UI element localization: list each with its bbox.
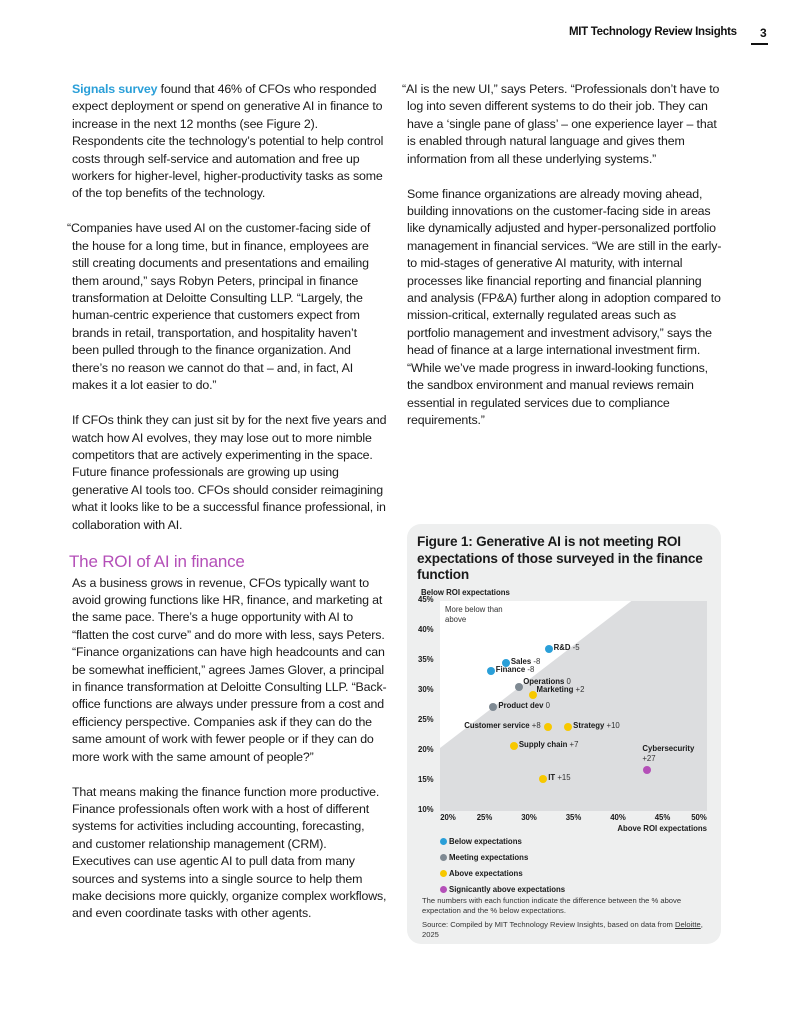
x-tick-label: 30% <box>521 813 537 822</box>
publication-name: MIT Technology Review Insights <box>569 26 737 38</box>
x-tick-label: 20% <box>440 813 456 822</box>
legend-dot-icon <box>440 870 447 877</box>
data-point-strategy <box>564 723 572 731</box>
figure-title: Figure 1: Generative AI is not meeting ROI expectations of those surveyed in the finance function <box>417 534 703 582</box>
data-point-product-dev <box>489 703 497 711</box>
y-tick-label: 10% <box>418 805 434 814</box>
data-point-label: Sales -8 <box>510 656 541 666</box>
data-point-operations <box>515 683 523 691</box>
legend-label: Above expectations <box>449 868 523 878</box>
y-tick-label: 45% <box>418 595 434 604</box>
paragraph-business-grows: As a business grows in revenue, CFOs typically want to avoid growing functions like HR, finance, and marketing at the same pace. There’s a huge opportunity with AI to “flatten the cost curve” and do more with less, says Peters. “Finance organizations can have high headcounts and can be somewhat inefficient,” agrees James Glover, a principal in finance transformation at Deloitte Consulting LLP. “Back-office functions are always under pressure from a cost and efficiency perspective. Companies ask if they can do the same amount of work with fewer people or if they can do more work with the same amount of people?” <box>72 575 387 764</box>
section-heading: The ROI of AI in finance <box>69 551 245 571</box>
paragraph-finance-productive: That means making the finance function more productive. Finance professionals often work with a host of different systems for activities including accounting, forecasting, and customer relationship management (CRM). Executives can use agentic AI to pull data from many sources and systems into a single source to help them make decisions more quickly, organize complex workflows, and even coordinate tasks with other agents. <box>72 784 387 921</box>
x-tick-label: 40% <box>610 813 626 822</box>
x-axis-title: Above ROI expectations <box>617 824 707 833</box>
paragraph-cfos-sit-by: If CFOs think they can just sit by for the next five years and watch how AI evolves, they may lose out to more nimble competitors that are actively experimenting in the space. Future finance professionals are growing up using generative AI tools too. CFOs should consider reimagining what it looks like to be a successful finance professional, in collaboration with AI. <box>72 413 387 532</box>
legend-item-meeting <box>440 849 565 865</box>
data-point-label: IT +15 <box>548 773 571 783</box>
data-point-r-d <box>545 645 553 653</box>
x-tick-label: 50% <box>691 813 707 822</box>
data-point-supply-chain <box>510 742 518 750</box>
x-tick-label: 25% <box>476 813 493 822</box>
plot-annotation: More below than above <box>445 605 503 624</box>
y-tick-label: 20% <box>418 745 434 754</box>
y-tick-label: 25% <box>418 715 434 724</box>
page-number: 3 <box>760 26 767 40</box>
legend-dot-icon <box>440 838 447 845</box>
paragraph-peters-quote: “Companies have used AI on the customer-facing side of the house for a long time, but in finance, employees are still creating documents and presentations and emailing them around,” says Robyn Peters, principal in finance transformation at Deloitte Consulting LLP. “Largely, the human-centric experience that customers expect from brands in retail, transportation, and hospitality haven’t been pulled through to the finance organization. And there’s no reason we cannot do that – and, in fact, AI makes it a lot easier to do.” <box>67 221 371 393</box>
y-axis-title: Below ROI expectations <box>421 588 510 597</box>
source-link-deloitte[interactable]: Deloitte <box>674 920 701 929</box>
data-point-label: Finance -8 <box>495 665 535 675</box>
data-point-label: R&D -5 <box>553 643 580 652</box>
y-tick-label: 30% <box>418 685 434 694</box>
paragraph-ai-new-ui: “AI is the new UI,” says Peters. “Professionals don’t have to log into seven different systems to do their job. They can have a ‘single pane of glass’ – one experience layer – that is enabled through natural language and gives them information from all these underlying systems.” <box>402 82 720 166</box>
diagonal-region <box>440 601 707 811</box>
y-tick-label: 40% <box>418 625 434 634</box>
source-year: , 2025 <box>422 920 703 939</box>
x-tick-label: 35% <box>565 813 582 822</box>
y-tick-label: 35% <box>418 655 434 664</box>
legend-item-significantly-above <box>440 881 565 897</box>
data-point-label: Cybersecurity +27 <box>642 744 695 764</box>
data-point-marketing <box>529 691 537 699</box>
data-point-label: Marketing +2 <box>536 685 585 695</box>
figure-source <box>422 920 717 939</box>
paragraph-finance-orgs-ahead: Some finance organizations are already moving ahead, building innovations on the customer-facing side in areas like dynamically adjusted and hyper-personalized portfolio management in financial services. “We are still in the early- to mid-stages of generative AI maturity, with internal processes like financial reporting and financial planning and analysis (FP&A) further along in adoption compared to mission-critical, externally regulated areas such as portfolio management and investment advisory,” says the head of finance at a large international investment firm. “While we’ve made progress in inward-looking functions, the sandbox environment and manual reviews remain essential in regulated services due to compliance requirements.” <box>407 186 722 427</box>
data-point-label: Operations 0 <box>523 676 571 686</box>
paragraph-text: found that 46% of CFOs who responded expect deployment or spend on generative AI in finance to increase in the next 12 months (see Figure 2). Respondents cite the technology’s potential to help control costs through self-service and automation and free up workers for higher-level, higher-productivity tasks as some of the top benefits of the technology. <box>72 82 384 201</box>
paragraph-signals-survey <box>72 81 387 203</box>
legend-item-above <box>440 865 565 881</box>
figure-roi-chart <box>407 524 721 944</box>
data-point-cybersecurity <box>643 766 651 774</box>
data-point-customer-service <box>544 723 552 731</box>
data-point-label: Supply chain +7 <box>518 740 579 750</box>
y-tick-label: 15% <box>418 775 434 784</box>
figure-note: The numbers with each function indicate the difference between the % above expectation and the % below expectations. <box>422 896 682 915</box>
chart-legend <box>440 833 565 897</box>
source-text: Source: Compiled by MIT Technology Review Insights, based on data from <box>422 920 675 929</box>
data-point-label: Product dev 0 <box>498 701 550 711</box>
legend-label: Below expectations <box>449 836 522 846</box>
legend-dot-icon <box>440 886 447 893</box>
page-number-rule <box>751 43 768 45</box>
data-point-it <box>539 775 547 783</box>
legend-dot-icon <box>440 854 447 861</box>
signals-survey-link[interactable]: Signals survey <box>72 82 158 96</box>
data-point-finance <box>487 667 495 675</box>
data-point-label: Customer service +8 <box>464 721 541 730</box>
legend-label: Signicantly above expectations <box>449 884 566 894</box>
data-point-label: Strategy +10 <box>573 721 620 730</box>
page-header <box>0 26 793 46</box>
legend-item-below <box>440 833 565 849</box>
plot-area <box>440 601 707 811</box>
x-tick-label: 45% <box>654 813 671 822</box>
legend-label: Meeting expectations <box>449 852 529 862</box>
left-column <box>67 81 387 940</box>
right-column <box>402 81 722 447</box>
